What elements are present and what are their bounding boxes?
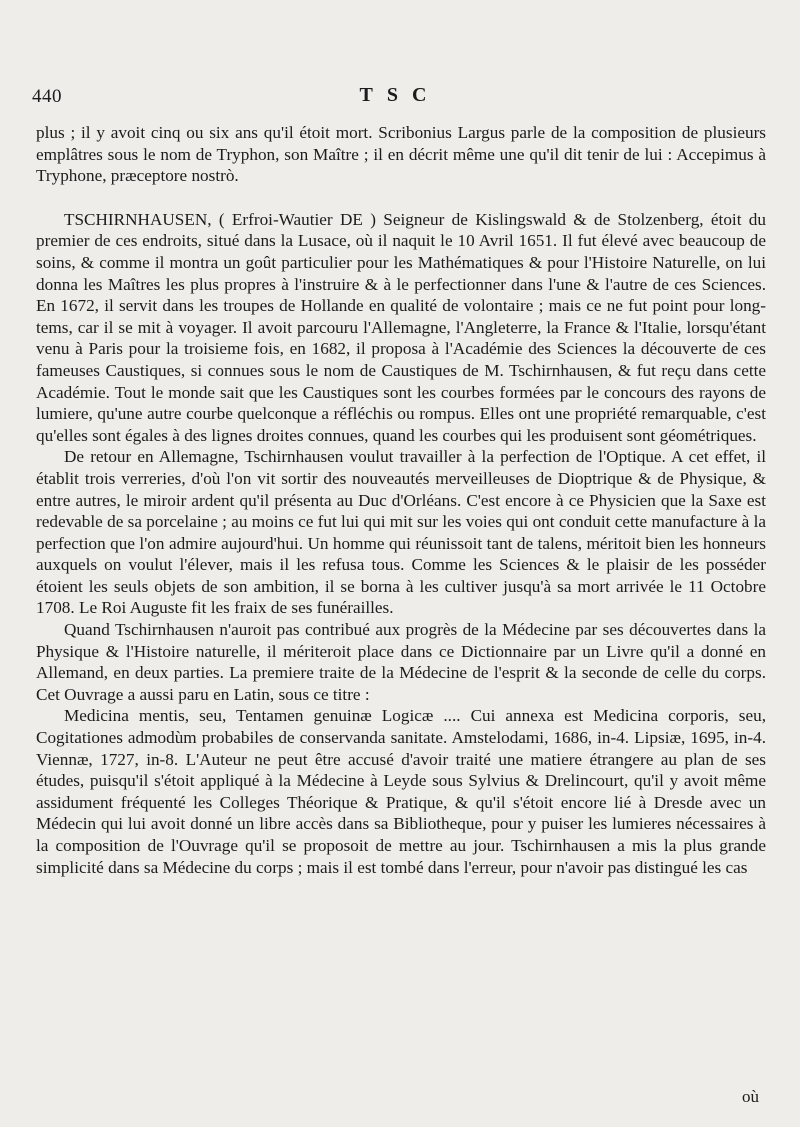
page-header xyxy=(30,86,770,110)
paragraph-bibliography: Medicina mentis, seu, Tentamen genuinæ Logicæ .... Cui annexa est Medicina corporis, seu, Cogitationes admodùm probabiles de conservanda sanitate. Amstelodami, 1686, in-4. Lipsiæ, 1695, in-4. Viennæ, 1727, in-8. L'Auteur ne peut être accusé d'avoir traité une matiere étrangere au plan de ses études, puisqu'il s'étoit appliqué à la Médecine à Leyde sous Sylvius & Drelincourt, qu'il y avoit même assidument fréquenté les Colleges Théorique & Pratique, & qu'il s'étoit encore lié à Dresde avec un Médecin qui lui avoit donné un libre accès dans sa Bibliotheque, pour y puiser les lumieres nécessaires à la composition de l'Ouvrage qu'il se proposoit de mettre au jour. Tschirnhausen a mis la plus grande simplicité dans sa Médecine du corps ; mais il est tombé dans l'erreur, pour n'avoir pas distingué les cas xyxy=(36,706,766,877)
text-column xyxy=(36,122,766,878)
paragraph-tschirnhausen-entry: TSCHIRNHAUSEN, ( Erfroi-Wautier DE ) Seigneur de Kislingswald & de Stolzenberg, étoit du premier de ces endroits, situé dans la Lusace, où il naquit le 10 Avril 1651. Il fut élevé avec beaucoup de soins, & comme il montra un goût particulier pour les Mathématiques & pour l'Histoire Naturelle, on lui donna les Maîtres les plus propres à l'instruire & à le perfectionner dans l'une & l'autre de ces Sciences. En 1672, il servit dans les troupes de Hollande en qualité de volontaire ; mais ce ne fut point pour long-tems, car il se mit à voyager. Il avoit parcouru l'Allemagne, l'Angleterre, la France & l'Italie, lorsqu'étant venu à Paris pour la troisieme fois, en 1682, il proposa à l'Académie des Sciences la découverte de ces fameuses Caustiques, si connues sous le nom de Caustiques de M. Tschirnhausen, & fut reçu dans cette Académie. Tout le monde sait que les Caustiques sont les courbes formées par le concours des rayons de lumiere, qu'une autre courbe quelconque a réfléchis ou rompus. Elles ont une propriété remarquable, c'est qu'elles sont égales à des lignes droites connues, quand les courbes qui les produisent sont géométriques. xyxy=(36,209,766,445)
page-number: 440 xyxy=(32,86,62,107)
paragraph-continuation: plus ; il y avoit cinq ou six ans qu'il étoit mort. Scribonius Largus parle de la composition de plusieurs emplâtres sous le nom de Tryphon, son Maître ; il en décrit même une qu'il dit tenir de lui : Accepimus à Tryphone, præceptore nostrò. xyxy=(36,123,766,186)
catchword: où xyxy=(742,1087,759,1106)
paragraph-optics: De retour en Allemagne, Tschirnhausen voulut travailler à la perfection de l'Optique. A cet effet, il établit trois verreries, d'où l'on vit sortir des nouveautés merveilleuses de Dioptrique & de Physique, & entre autres, le miroir ardent qu'il présenta au Duc d'Orléans. C'est encore à ce Physicien que la Saxe est redevable de sa porcelaine ; au moins ce fut lui qui mit sur les voies qui ont conduit cette manufacture à la perfection que l'on admire aujourd'hui. Un homme qui réunissoit tant de talens, méritoit bien les honneurs auxquels on voulut l'élever, mais il les refusa tous. Comme les Sciences & le plaisir de les posséder étoient les seuls objets de son ambition, il se borna à les cultiver jusqu'à sa mort arrivée le 11 Octobre 1708. Le Roi Auguste fit les fraix de ses funérailles. xyxy=(36,447,766,618)
paragraph-gap xyxy=(36,187,766,209)
running-head: TSC xyxy=(359,84,441,106)
paragraph-medicine: Quand Tschirnhausen n'auroit pas contribué aux progrès de la Médecine par ses découvertes dans la Physique & l'Histoire naturelle, il mériteroit place dans ce Dictionnaire par un Livre qu'il a donné en Allemand, en deux parties. La premiere traite de la Médecine de l'esprit & la seconde de celle du corps. Cet Ouvrage a aussi paru en Latin, sous ce titre : xyxy=(36,620,766,704)
